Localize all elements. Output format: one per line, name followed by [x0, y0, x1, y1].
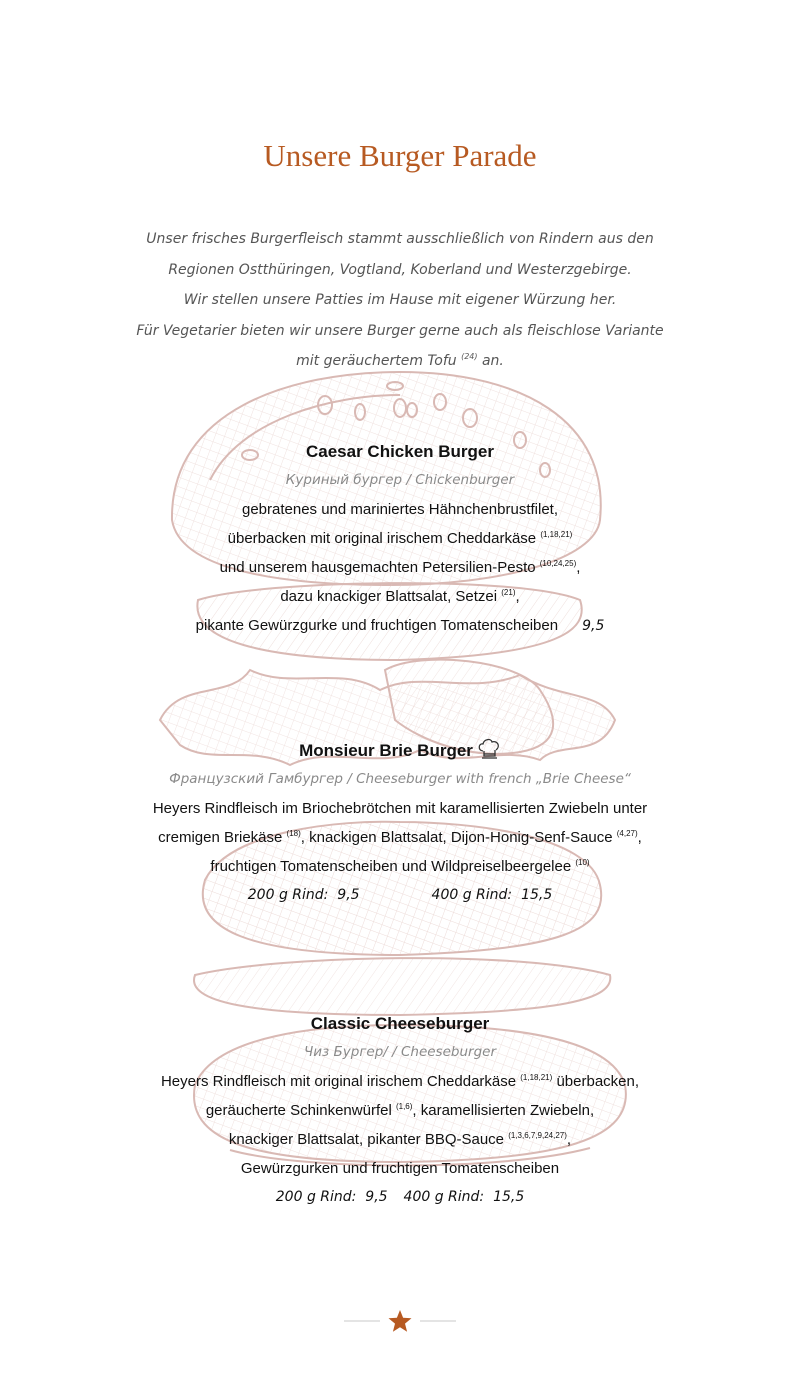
item-name: Monsieur Brie Burger	[299, 741, 473, 760]
menu-item	[60, 736, 740, 910]
item-text-part: ,	[576, 559, 581, 576]
allergen-note: (4,27)	[616, 829, 638, 838]
item-text-part: , karamellisierten Zwiebeln,	[412, 1102, 595, 1119]
intro-text-part: mit geräuchertem Tofu	[296, 353, 462, 369]
item-description-line	[60, 852, 740, 881]
item-description-line	[60, 553, 740, 582]
menu-item	[60, 437, 740, 640]
allergen-note: (24)	[461, 352, 478, 361]
allergen-note: (21)	[501, 588, 516, 597]
item-description-line	[60, 823, 740, 852]
item-text-part: überbacken mit original irischem Cheddarkäse	[227, 530, 541, 547]
intro-line: Unser frisches Burgerfleisch stammt ausschließlich von Rindern aus den	[146, 231, 654, 247]
page-title: Unsere Burger Parade	[263, 138, 537, 173]
item-text-part: ,	[515, 588, 520, 605]
item-description-line: Heyers Rindfleisch im Briochebrötchen mit karamellisierten Zwiebeln unter	[152, 800, 648, 817]
price-label: 400 g Rind:	[403, 1189, 485, 1205]
allergen-note: (1,3,6,7,9,24,27)	[508, 1131, 567, 1140]
item-subtitle: Куриный бургер / Chickenburger	[285, 472, 515, 488]
item-subtitle: Чиз Бургер/ / Cheeseburger	[304, 1044, 496, 1060]
item-name: Caesar Chicken Burger	[305, 442, 495, 461]
item-text-part: ,	[566, 1131, 572, 1148]
footer-ornament	[340, 1306, 460, 1336]
item-price: 9,5	[337, 887, 360, 903]
item-text-part: geräucherte Schinkenwürfel	[205, 1102, 396, 1119]
price-label: 200 g Rind:	[247, 887, 329, 903]
allergen-note: (10,24,25)	[539, 559, 577, 568]
price-label: 200 g Rind:	[275, 1189, 357, 1205]
item-text-part: pikante Gewürzgurke und fruchtigen Tomatenscheiben	[195, 617, 559, 634]
item-text-part: knackiger Blattsalat, pikanter BBQ-Sauce	[228, 1131, 509, 1148]
item-subtitle: Французский Гамбургер / Cheeseburger with french „Brie Cheese“	[169, 771, 631, 787]
item-text-part: dazu knackiger Blattsalat, Setzei	[280, 588, 502, 605]
intro-text	[100, 224, 700, 377]
intro-text-part: an.	[477, 353, 504, 369]
item-description-line	[60, 1096, 740, 1125]
intro-line: Wir stellen unsere Patties im Hause mit eigener Würzung her.	[183, 292, 617, 308]
item-price-line	[60, 881, 740, 910]
item-price: 9,5	[582, 618, 605, 634]
item-text-part: Heyers Rindfleisch mit original irischem Cheddarkäse	[160, 1073, 521, 1090]
allergen-note: (1,18,21)	[540, 530, 573, 539]
allergen-note: (1,18,21)	[520, 1073, 553, 1082]
item-description-line: gebratenes und mariniertes Hähnchenbrustfilet,	[241, 501, 559, 518]
item-description-line	[60, 582, 740, 611]
item-description-line	[60, 1125, 740, 1154]
item-text-part: und unserem hausgemachten Petersilien-Pesto	[219, 559, 540, 576]
item-description-line: Gewürzgurken und fruchtigen Tomatenscheiben	[240, 1160, 560, 1177]
allergen-note: (10)	[575, 858, 590, 867]
item-name: Classic Cheeseburger	[310, 1014, 490, 1033]
item-price: 15,5	[493, 1189, 525, 1205]
item-text-part: , knackigen Blattsalat, Dijon-Honig-Senf-Sauce	[300, 829, 617, 846]
item-description-line	[60, 611, 740, 640]
item-price-line	[60, 1183, 740, 1212]
intro-line	[100, 346, 700, 377]
allergen-note: (1,6)	[395, 1102, 413, 1111]
item-text-part: fruchtigen Tomatenscheiben und Wildpreiselbeergelee	[210, 858, 576, 875]
intro-line: Regionen Ostthüringen, Vogtland, Koberland und Westerzgebirge.	[168, 261, 632, 278]
item-name-row	[60, 736, 740, 765]
item-text-part: ,	[637, 829, 642, 846]
star-icon	[389, 1310, 412, 1332]
item-text-part: cremigen Briekäse	[158, 829, 287, 846]
item-price: 9,5	[365, 1189, 388, 1205]
intro-line: Für Vegetarier bieten wir unsere Burger gerne auch als fleischlose Variante	[136, 322, 664, 339]
menu-item	[60, 1009, 740, 1212]
item-price: 15,5	[521, 887, 553, 903]
item-description-line	[60, 524, 740, 553]
allergen-note: (18)	[286, 829, 301, 838]
item-text-part: überbacken,	[552, 1073, 640, 1090]
item-description-line	[60, 1067, 740, 1096]
price-label: 400 g Rind:	[431, 887, 513, 903]
